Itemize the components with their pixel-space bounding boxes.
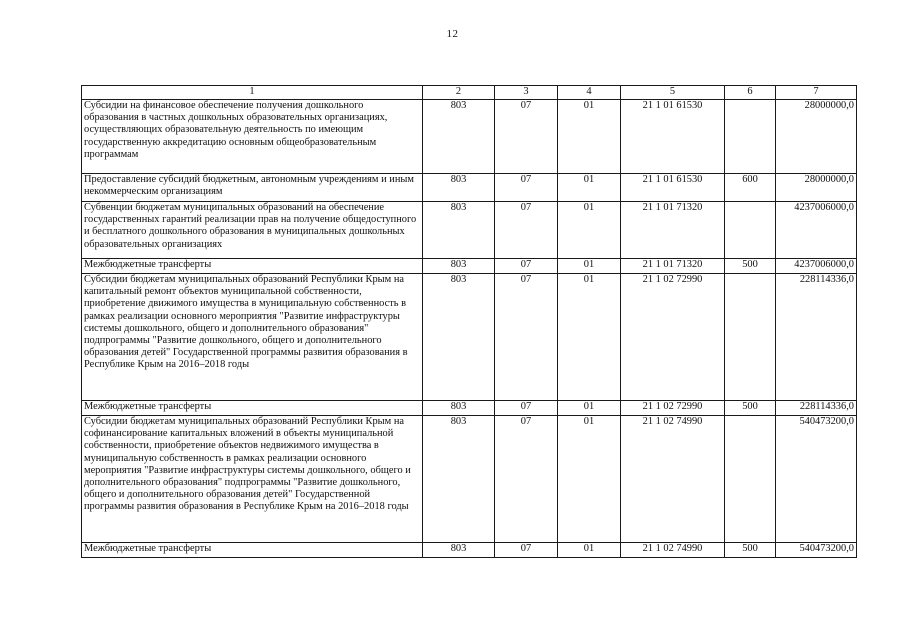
table-row [82,202,857,259]
expense-name: Субсидии бюджетам муниципальных образований Республики Крым на софинансирование капитальных вложений в объекты муниципальной собственности, приобретение объектов недвижимого имущества в муниципальную собственность в рамках реализации основного мероприятия "Развитие инфраструктуры системы дошкольного, общего и дополнительного образования" подпрограммы "Развитие дошкольного, общего и дополнительного образования детей" Государственной программы развития образования в Республике Крым на 2016–2018 годы [82,416,423,543]
amount: 228114336,0 [776,401,857,416]
target-article-code: 21 1 02 72990 [621,274,725,401]
subsection-code: 01 [558,274,621,401]
subsection-code: 01 [558,259,621,274]
expense-type-code [725,100,776,174]
amount: 540473200,0 [776,543,857,558]
header-cell: 1 [82,86,423,100]
section-code: 07 [495,401,558,416]
expense-name: Межбюджетные трансферты [82,259,423,274]
target-article-code: 21 1 01 61530 [621,100,725,174]
section-code: 07 [495,543,558,558]
table-row [82,416,857,543]
page-number: 12 [446,28,459,40]
ministry-code: 803 [423,274,495,401]
subsection-code: 01 [558,174,621,202]
amount: 4237006000,0 [776,202,857,259]
subsection-code: 01 [558,202,621,259]
amount: 28000000,0 [776,174,857,202]
target-article-code: 21 1 01 61530 [621,174,725,202]
table-row [82,100,857,174]
header-cell: 5 [621,86,725,100]
expense-name: Субсидии на финансовое обеспечение получения дошкольного образования в частных дошкольных образовательных организациях, осуществляющих образовательную деятельность по имеющим государственную аккредитацию основным общеобразовательным программам [82,100,423,174]
budget-table [81,85,857,558]
section-code: 07 [495,174,558,202]
ministry-code: 803 [423,202,495,259]
expense-type-code: 500 [725,259,776,274]
target-article-code: 21 1 02 74990 [621,543,725,558]
subsection-code: 01 [558,401,621,416]
expense-type-code [725,416,776,543]
ministry-code: 803 [423,543,495,558]
subsection-code: 01 [558,543,621,558]
section-code: 07 [495,416,558,543]
section-code: 07 [495,274,558,401]
table-row [82,543,857,558]
ministry-code: 803 [423,416,495,543]
table-row [82,401,857,416]
expense-name: Субвенции бюджетам муниципальных образований на обеспечение государственных гарантий реализации прав на получение общедоступного и бесплатного дошкольного образования в муниципальных дошкольных образовательных организациях [82,202,423,259]
section-code: 07 [495,259,558,274]
section-code: 07 [495,202,558,259]
table-row [82,259,857,274]
expense-name: Субсидии бюджетам муниципальных образований Республики Крым на капитальный ремонт объектов муниципальной собственности, приобретение движимого имущества в муниципальную собственность в рамках реализации основного мероприятия "Развитие инфраструктуры системы дошкольного, общего и дополнительного образования" подпрограммы "Развитие дошкольного, общего и дополнительного образования детей" Государственной программы развития образования в Республике Крым на 2016–2018 годы [82,274,423,401]
expense-name: Предоставление субсидий бюджетным, автономным учреждениям и иным некоммерческим организациям [82,174,423,202]
subsection-code: 01 [558,100,621,174]
expense-name: Межбюджетные трансферты [82,543,423,558]
ministry-code: 803 [423,259,495,274]
ministry-code: 803 [423,100,495,174]
target-article-code: 21 1 01 71320 [621,202,725,259]
header-cell: 2 [423,86,495,100]
header-cell: 6 [725,86,776,100]
target-article-code: 21 1 02 74990 [621,416,725,543]
header-cell: 3 [495,86,558,100]
header-cell: 7 [776,86,857,100]
expense-type-code: 500 [725,543,776,558]
expense-type-code: 500 [725,401,776,416]
expense-type-code: 600 [725,174,776,202]
table-row [82,174,857,202]
target-article-code: 21 1 02 72990 [621,401,725,416]
section-code: 07 [495,100,558,174]
subsection-code: 01 [558,416,621,543]
expense-type-code [725,274,776,401]
amount: 228114336,0 [776,274,857,401]
amount: 540473200,0 [776,416,857,543]
amount: 28000000,0 [776,100,857,174]
header-row [82,86,857,100]
ministry-code: 803 [423,401,495,416]
target-article-code: 21 1 01 71320 [621,259,725,274]
header-cell: 4 [558,86,621,100]
ministry-code: 803 [423,174,495,202]
table-row [82,274,857,401]
amount: 4237006000,0 [776,259,857,274]
expense-name: Межбюджетные трансферты [82,401,423,416]
expense-type-code [725,202,776,259]
